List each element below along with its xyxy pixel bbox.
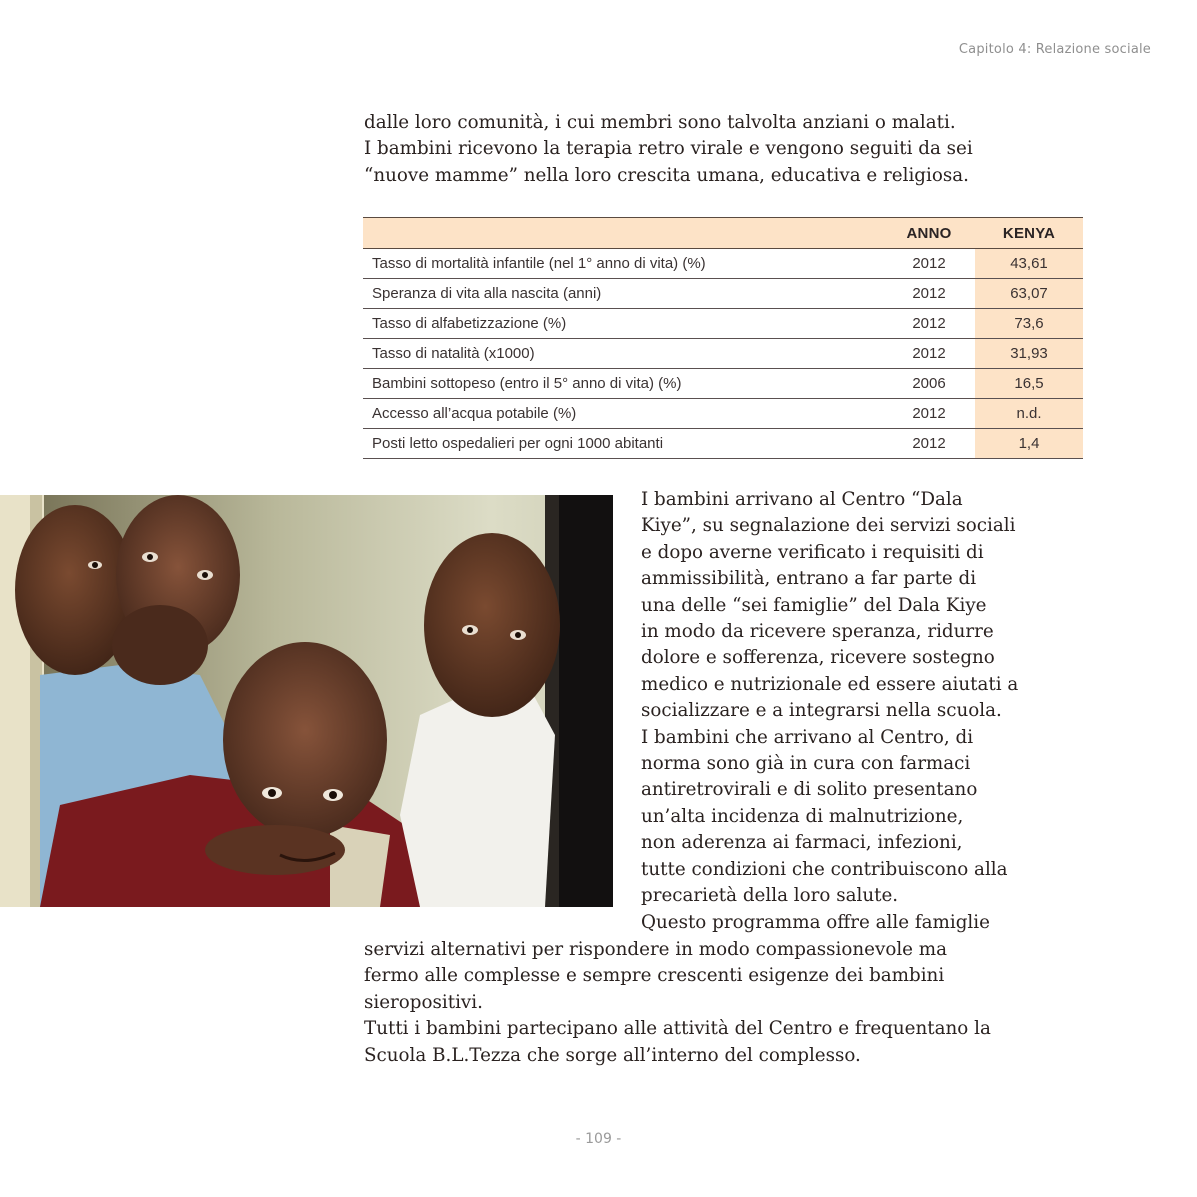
table-row [363, 249, 1083, 279]
row-year: 2012 [883, 399, 975, 429]
table-row [363, 429, 1083, 459]
header-kenya: KENYA [975, 218, 1083, 249]
text-line: I bambini arrivano al Centro “Dala [641, 489, 963, 510]
table-header-row [363, 218, 1083, 249]
row-label: Accesso all’acqua potabile (%) [363, 399, 883, 429]
row-year: 2012 [883, 339, 975, 369]
row-label: Speranza di vita alla nascita (anni) [363, 279, 883, 309]
text-line: medico e nutrizionale ed essere aiutati a [641, 673, 1019, 695]
row-year: 2006 [883, 369, 975, 399]
text-line: fermo alle complesse e sempre crescenti esigenze dei bambini [364, 965, 945, 987]
row-value: 16,5 [975, 369, 1083, 399]
text-line: I bambini che arrivano al Centro, di [641, 726, 974, 748]
text-line: tutte condizioni che contribuiscono alla [641, 858, 1008, 880]
table-row [363, 309, 1083, 339]
table-row [363, 279, 1083, 309]
text-line: “nuove mamme” nella loro crescita umana, educativa e religiosa. [364, 164, 969, 186]
text-line: antiretrovirali e di solito presentano [641, 779, 978, 801]
table-row [363, 399, 1083, 429]
intro-paragraph [364, 110, 973, 189]
header-year: ANNO [883, 218, 975, 249]
text-line: Tutti i bambini partecipano alle attività del Centro e frequentano la [364, 1018, 991, 1040]
text-line: e dopo averne verificato i requisiti di [641, 541, 984, 563]
paragraph-right [641, 487, 1018, 936]
children-photo [0, 495, 613, 907]
text-line: in modo da ricevere speranza, ridurre [641, 621, 994, 643]
row-label: Bambini sottopeso (entro il 5° anno di vita) (%) [363, 369, 883, 399]
text-line: Kiye”, su segnalazione dei servizi sociali [641, 515, 1016, 537]
row-value: 1,4 [975, 429, 1083, 459]
text-line: Scuola B.L.Tezza che sorge all’interno del complesso. [364, 1044, 861, 1066]
table-row [363, 339, 1083, 369]
row-label: Tasso di natalità (x1000) [363, 339, 883, 369]
text-line: I bambini ricevono la terapia retro virale e vengono seguiti da sei [364, 138, 973, 160]
text-line: un’alta incidenza di malnutrizione, [641, 805, 964, 827]
kenya-statistics-table [363, 217, 1083, 459]
text-line: precarietà della loro salute. [641, 885, 899, 907]
row-year: 2012 [883, 279, 975, 309]
running-head: Capitolo 4: Relazione sociale [958, 42, 1151, 57]
paragraph-bottom [364, 937, 991, 1069]
page-number: - 109 - [575, 1131, 622, 1147]
header-label [363, 218, 883, 249]
row-value: n.d. [975, 399, 1083, 429]
row-value: 73,6 [975, 309, 1083, 339]
row-label: Tasso di alfabetizzazione (%) [363, 309, 883, 339]
text-line: dolore e sofferenza, ricevere sostegno [641, 647, 995, 669]
row-value: 31,93 [975, 339, 1083, 369]
table-row [363, 369, 1083, 399]
text-line: una delle “sei famiglie” del Dala Kiye [641, 594, 987, 616]
text-line: sieropositivi. [364, 991, 483, 1013]
row-year: 2012 [883, 309, 975, 339]
row-value: 63,07 [975, 279, 1083, 309]
text-line: servizi alternativi per rispondere in modo compassionevole ma [364, 939, 948, 960]
text-line: socializzare e a integrarsi nella scuola. [641, 700, 1002, 722]
row-year: 2012 [883, 249, 975, 279]
text-line: ammissibilità, entrano a far parte di [641, 568, 977, 590]
row-year: 2012 [883, 429, 975, 459]
text-line: dalle loro comunità, i cui membri sono talvolta anziani o malati. [364, 112, 956, 133]
text-line: Questo programma offre alle famiglie [641, 911, 990, 933]
text-line: non aderenza ai farmaci, infezioni, [641, 832, 963, 854]
row-value: 43,61 [975, 249, 1083, 279]
row-label: Tasso di mortalità infantile (nel 1° anno di vita) (%) [363, 249, 883, 279]
row-label: Posti letto ospedalieri per ogni 1000 abitanti [363, 429, 883, 459]
text-line: norma sono già in cura con farmaci [641, 753, 971, 775]
